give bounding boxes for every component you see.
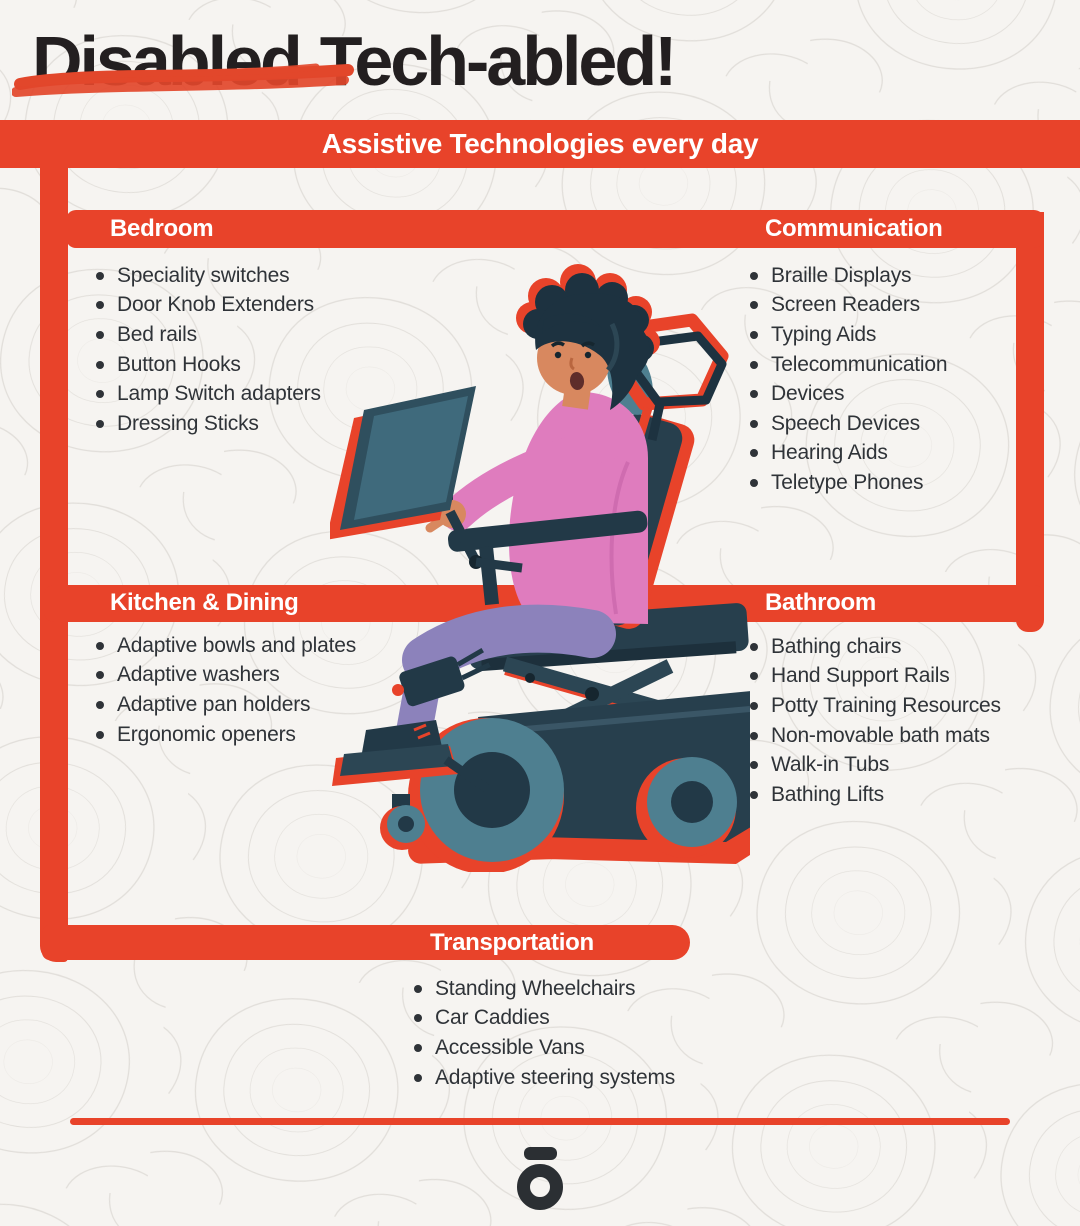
list-item: Teletype Phones — [750, 468, 947, 498]
list-item: Devices — [750, 379, 947, 409]
list-item: Adaptive pan holders — [96, 690, 356, 720]
banner-title: Assistive Technologies every day — [321, 128, 759, 159]
list-item: Braille Displays — [750, 261, 947, 291]
list-item: Adaptive steering systems — [414, 1063, 675, 1093]
list-item: Door Knob Extenders — [96, 291, 321, 321]
footer-divider — [70, 1118, 1010, 1125]
list-item: Screen Readers — [750, 291, 947, 321]
list-item: Potty Training Resources — [750, 691, 1001, 721]
list-item: Accessible Vans — [414, 1033, 675, 1063]
list-communication — [750, 261, 947, 498]
list-item: Walk-in Tubs — [750, 750, 1001, 780]
list-item: Bathing Lifts — [750, 780, 1001, 810]
list-kitchen-dining — [96, 631, 356, 749]
list-item: Hand Support Rails — [750, 662, 1001, 692]
list-item: Bathing chairs — [750, 632, 1001, 662]
list-item: Lamp Switch adapters — [96, 379, 321, 409]
list-item: Adaptive washers — [96, 661, 356, 691]
list-item: Car Caddies — [414, 1004, 675, 1034]
list-item: Typing Aids — [750, 320, 947, 350]
brand-logo-o-icon — [517, 1164, 563, 1210]
list-item: Dressing Sticks — [96, 409, 321, 439]
list-item: Button Hooks — [96, 350, 321, 380]
section-title-communication: Communication — [765, 215, 943, 242]
page-title-headline: Tech-abled! — [319, 22, 675, 100]
brand-logo-o-icon — [524, 1147, 557, 1160]
section-title-bathroom: Bathroom — [765, 588, 876, 616]
wheelchair-user-illustration — [330, 262, 750, 872]
list-item: Adaptive bowls and plates — [96, 631, 356, 661]
list-transportation — [414, 974, 675, 1092]
list-bedroom — [96, 261, 321, 439]
list-item: Standing Wheelchairs — [414, 974, 675, 1004]
section-title-transportation: Transportation — [430, 928, 594, 956]
list-item: Hearing Aids — [750, 439, 947, 469]
section-title-bedroom: Bedroom — [110, 215, 214, 242]
strikethrough-scribble-icon — [12, 56, 360, 106]
frame-right-rail — [1016, 212, 1044, 632]
list-item: Ergonomic openers — [96, 720, 356, 750]
section-title-kitchen-dining: Kitchen & Dining — [110, 588, 299, 616]
banner — [0, 120, 1080, 168]
list-bathroom — [750, 632, 1001, 810]
list-item: Speciality switches — [96, 261, 321, 291]
page-title-struck-word: Disabled — [32, 22, 300, 100]
list-item: Telecommunication — [750, 350, 947, 380]
frame-left-rail — [40, 150, 68, 962]
list-item: Speech Devices — [750, 409, 947, 439]
list-item: Non-movable bath mats — [750, 721, 1001, 751]
list-item: Bed rails — [96, 320, 321, 350]
